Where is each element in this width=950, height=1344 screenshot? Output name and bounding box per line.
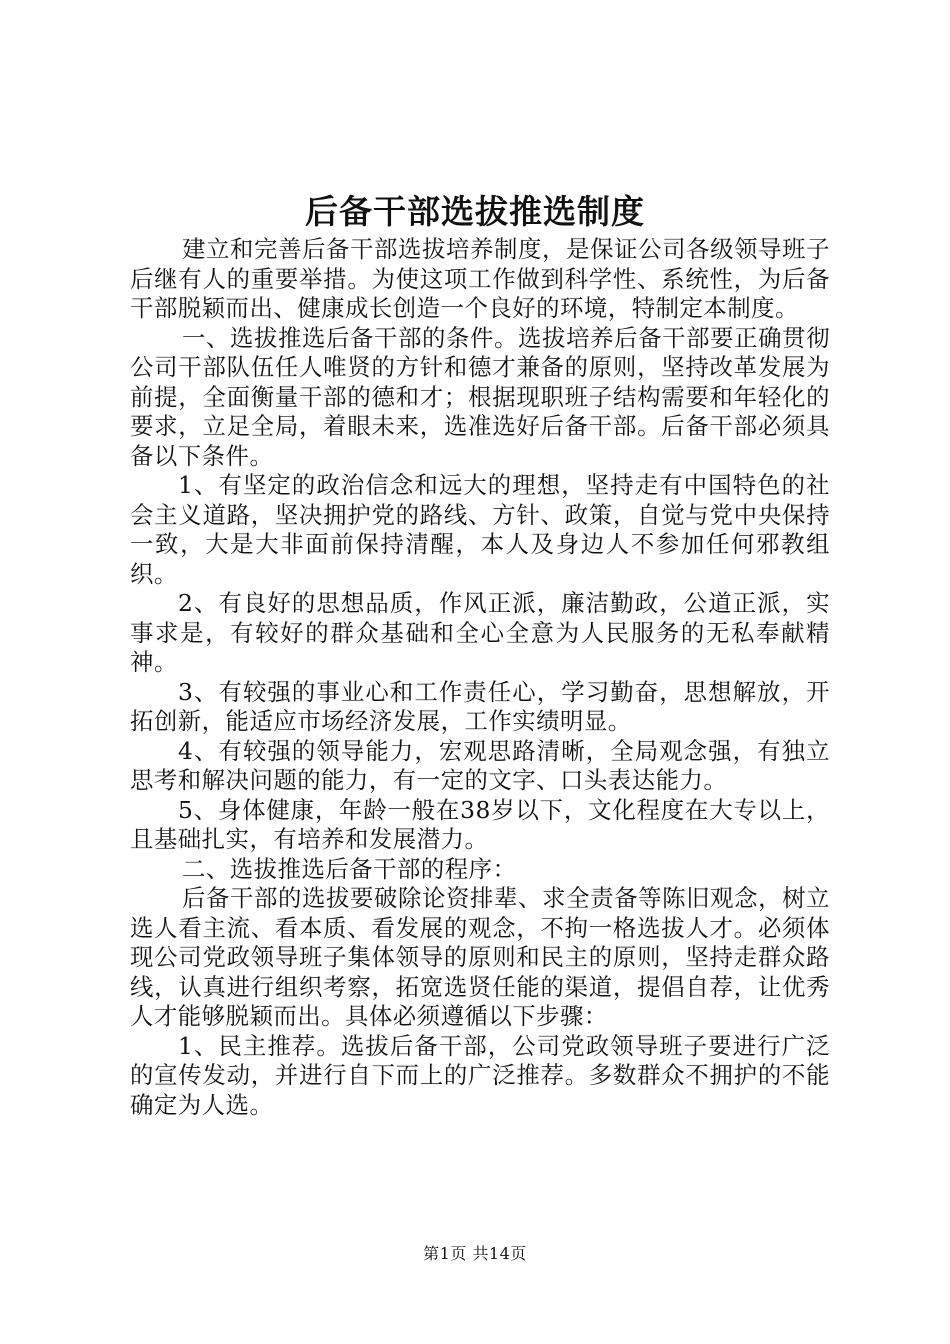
paragraph-condition-5: 5、身体健康，年龄一般在38岁以下，文化程度在大专以上，且基础扎实，有培养和发展潜力。 [130,795,830,853]
paragraph-condition-3: 3、有较强的事业心和工作责任心，学习勤奋，思想解放，开拓创新，能适应市场经济发展，工作实绩明显。 [130,677,830,735]
document-title: 后备干部选拔推选制度 [305,192,645,231]
paragraph-section-1-heading: 一、选拔推选后备干部的条件。选拔培养后备干部要正确贯彻公司干部队伍任人唯贤的方针和德才兼备的原则，坚持改革发展为前提，全面衡量干部的德和才；根据现职班子结构需要和年轻化的要求，立足全局，着眼未来，选准选好后备干部。后备干部必须具备以下条件。 [130,323,830,470]
paragraph-section-2-heading: 二、选拔推选后备干部的程序： [182,854,517,883]
paragraph-intro: 建立和完善后备干部选拔培养制度，是保证公司各级领导班子后继有人的重要举措。为使这项工作做到科学性、系统性，为后备干部脱颖而出、健康成长创造一个良好的环境，特制定本制度。 [130,235,830,322]
paragraph-condition-4: 4、有较强的领导能力，宏观思路清晰，全局观念强，有独立思考和解决问题的能力，有一定的文字、口头表达能力。 [130,736,830,794]
paragraph-step-1: 1、民主推荐。选拔后备干部，公司党政领导班子要进行广泛的宣传发动，并进行自下而上的广泛推荐。多数群众不拥护的不能确定为人选。 [130,1031,830,1119]
paragraph-condition-1: 1、有坚定的政治信念和远大的理想，坚持走有中国特色的社会主义道路，坚决拥护党的路线、方针、政策，自觉与党中央保持一致，大是大非面前保持清醒，本人及身边人不参加任何邪教组织。 [130,471,830,588]
paragraph-procedure-intro: 后备干部的选拔要破除论资排辈、求全责备等陈旧观念，树立选人看主流、看本质、看发展的观念，不拘一格选拔人才。必须体现公司党政领导班子集体领导的原则和民主的原则，坚持走群众路线，认真进行组织考察，拓宽选贤任能的渠道，提倡自荐，让优秀人才能够脱颖而出。具体必须遵循以下步骤： [130,884,830,1030]
document-body [130,235,830,1120]
page-footer: 第1页 共14页 [423,1244,527,1263]
paragraph-condition-2: 2、有良好的思想品质，作风正派，廉洁勤政，公道正派，实事求是，有较好的群众基础和全心全意为人民服务的无私奉献精神。 [130,589,830,676]
